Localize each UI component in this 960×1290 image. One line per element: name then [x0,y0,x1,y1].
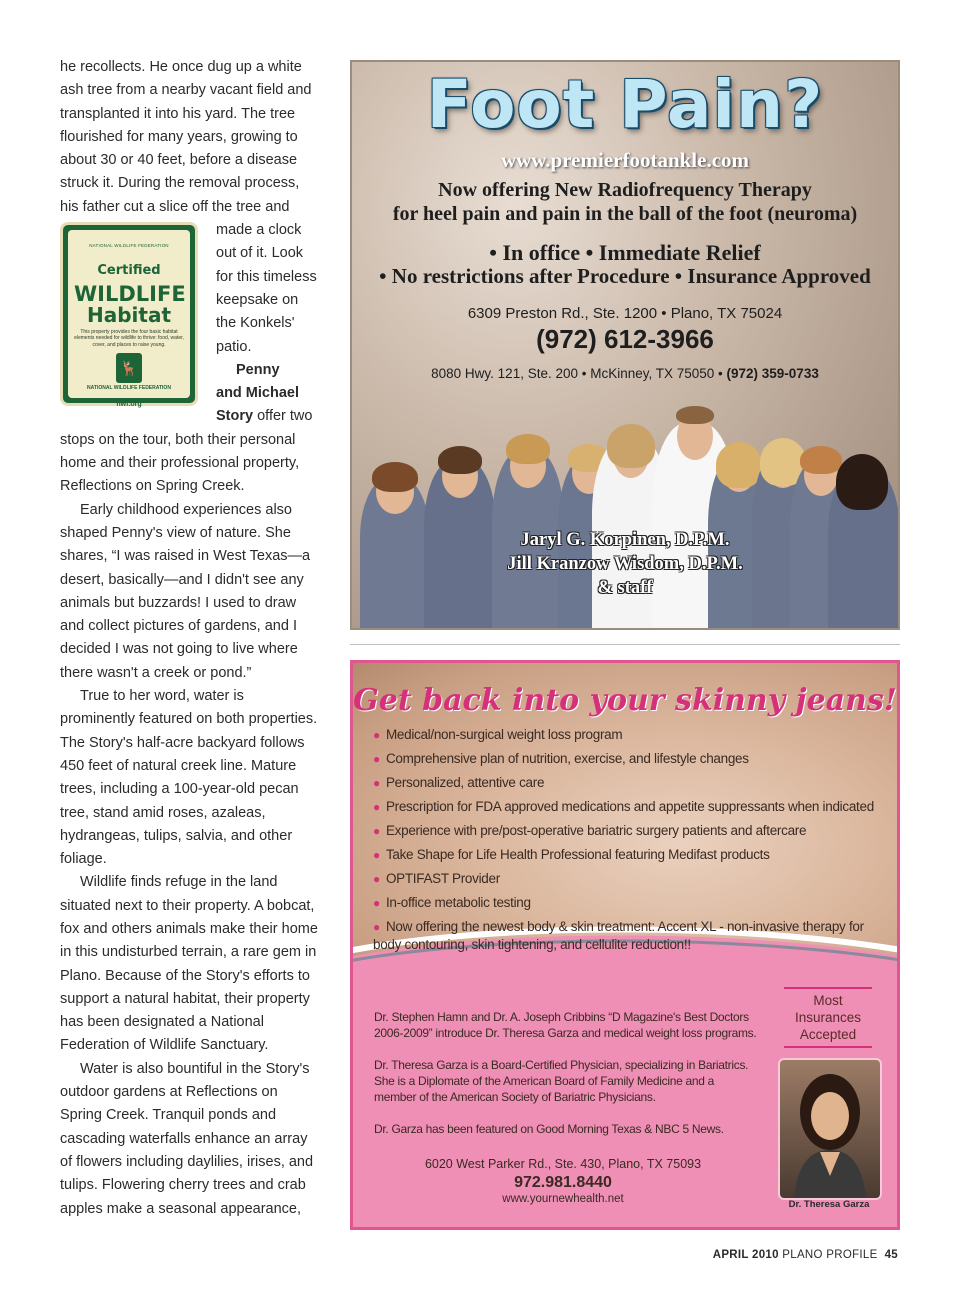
doctor-name: & staff [597,578,653,598]
list-item: ● Now offering the newest body & skin treatment: Accent XL - non-invasive therapy for body contouring, skin tightening, and cellulite reduction!! [373,919,864,952]
article-line: about 30 or 40 feet, before a disease [60,152,298,169]
doctor-name: Jaryl G. Korpinen, D.P.M. [520,530,730,550]
insurance-line: Most [813,993,843,1008]
sign-fine-print: This property provides the four basic habitat elements needed for wildlife to thrive: food, water, cover, and places to raise young. [74,328,184,348]
ad-url-link[interactable]: www.premierfootankle.com [500,148,750,172]
sign-wildlife: WILDLIFE [74,281,186,306]
article-side-text [216,219,322,429]
ad-title: Foot Pain? [426,66,824,143]
article-paragraph-3: Early childhood experiences also shaped Penny's view of nature. She shares, “I was raised in West Texas—a desert, basically—and I didn't see any animals but buzzards! I used to draw and collect pictures of gardens, and I decided I was not going to live where there wasn't a creek or pond.” [60,501,311,681]
article-line: made a clock [216,222,302,239]
ad-featured: Dr. Garza has been featured on Good Morning Texas & NBC 5 News. [374,1122,724,1136]
sign-nwf: NATIONAL WILDLIFE FEDERATION [87,385,171,392]
footer-magazine: PLANO PROFILE [782,1249,878,1261]
sign-habitat: Habitat [86,302,172,327]
doctor-name: Jill Kranzow Wisdom, D.P.M. [507,554,743,574]
ad-phone[interactable]: (972) 612-3966 [536,324,714,354]
ad-line: for heel pain and pain in the ball of the foot (neuroma) [392,203,858,225]
doctor-portrait [778,1058,882,1200]
ad-address: 8080 Hwy. 121, Ste. 200 • McKinney, TX 75050 • [431,366,727,381]
list-item: ● In-office metabolic testing [373,895,531,910]
ad-website-link[interactable]: www.yournewhealth.net [502,1193,624,1205]
insurance-badge [778,984,878,1051]
list-item: ● Comprehensive plan of nutrition, exercise, and lifestyle changes [373,751,749,766]
article-line: patio. [216,338,252,355]
sign-certified: Certified [97,263,161,279]
ad-line: Now offering New Radiofrequency Therapy [438,179,812,201]
list-item: ● Prescription for FDA approved medications and appetite suppressants when indicated [373,799,874,814]
article-line: for this timeless [216,268,317,285]
ad-line: • In office • Immediate Relief [489,240,761,265]
portrait-caption: Dr. Theresa Garza [788,1199,870,1210]
article-paragraph-1 [60,56,322,219]
article-line: his father cut a slice off the tree and [60,198,290,215]
ad-bio: Dr. Theresa Garza is a Board-Certified Physician, specializing in Bariatrics. She is a Diplomate of the American Board of Family Medicine and a member of the American Society of Bariatric Physicians. [374,1058,749,1104]
list-item: ● Personalized, attentive care [373,775,545,790]
article-line: out of it. Look [216,245,304,262]
footer-page-number: 45 [884,1249,898,1261]
insurance-line: Insurances [794,1010,862,1025]
article-line: transplanted it into his yard. The tree [60,105,296,122]
ad-address: 6309 Preston Rd., Ste. 1200 • Plano, TX 75024 [467,305,783,322]
list-item: ● Take Shape for Life Health Professional featuring Medifast products [373,847,770,862]
ad-address-2 [352,366,898,381]
article-line: struck it. During the removal process, [60,175,300,192]
article-line: flourished for many years, growing to [60,128,298,145]
sign-org: NATIONAL WILDLIFE FEDERATION [89,243,169,249]
list-item: ● Medical/non-surgical weight loss program [373,727,623,742]
article-line: keepsake on [216,291,299,308]
divider [350,644,900,645]
page-footer [713,1249,898,1261]
ad-phone[interactable]: 972.981.8440 [514,1174,612,1191]
ad-doctors [352,528,898,600]
ad-intro: Dr. Stephen Hamn and Dr. A. Joseph Cribbins “D Magazine's Best Doctors 2006-2009” introduce Dr. Theresa Garza and medical weight loss programs. [374,1010,757,1040]
article-paragraph-4: True to her word, water is prominently featured on both properties. The Story's half-acre backyard follows 450 feet of natural creek line. Mature trees, including a 100-year-old pecan tree, stand amid roses, azaleas, hydrangeas, tulips, salvia, and other foliage. [60,688,318,868]
article-column [60,56,322,1221]
ad-address: 6020 West Parker Rd., Ste. 430, Plano, TX 75093 [424,1157,702,1171]
insurance-line: Accepted [799,1027,857,1042]
deer-logo-icon: 🦌 [116,353,142,383]
article-text: offer two [253,408,313,425]
article-name: and Michael [216,385,299,402]
article-name: Penny [236,361,280,378]
benefits-list [373,723,878,954]
sign-site: nwf.org [116,401,142,409]
article-line: he recollects. He once dug up a white [60,59,302,75]
wildlife-habitat-sign [60,222,198,409]
article-line: ash tree from a nearby vacant field and [60,82,312,99]
list-item: ● OPTIFAST Provider [373,871,500,886]
ad-headline: Get back into your skinny jeans! [353,683,897,718]
article-paragraph-5: Wildlife finds refuge in the land situated next to their property. A bobcat, fox and others animals make their home in this undisturbed terrain, a rare gem in Plano. Because of the Story's efforts to support a natural habitat, their property has been designated a National Federation of Wildlife Sanctuary. [60,874,318,1054]
weight-loss-ad[interactable] [350,660,900,1230]
article-line: the Konkels' [216,315,295,332]
ad-line: • No restrictions after Procedure • Insurance Approved [379,264,871,288]
footer-issue: APRIL 2010 [712,1249,779,1261]
article-name: Story [216,408,254,425]
article-paragraph-2: stops on the tour, both their personal home and their professional property, Reflections on Spring Creek. [60,431,300,495]
foot-pain-ad[interactable] [350,60,900,630]
article-paragraph-6: Water is also bountiful in the Story's outdoor gardens at Reflections on Spring Creek. Tranquil ponds and cascading waterfalls enhance an array of flowers including daylilies, irises, and tulips. Flowering cherry trees and crab apples make a seasonal appearance, [60,1060,314,1217]
ad-phone-2[interactable]: (972) 359-0733 [726,366,819,381]
article-sign-row [60,219,322,429]
list-item: ● Experience with pre/post-operative bariatric surgery patients and aftercare [373,823,807,838]
